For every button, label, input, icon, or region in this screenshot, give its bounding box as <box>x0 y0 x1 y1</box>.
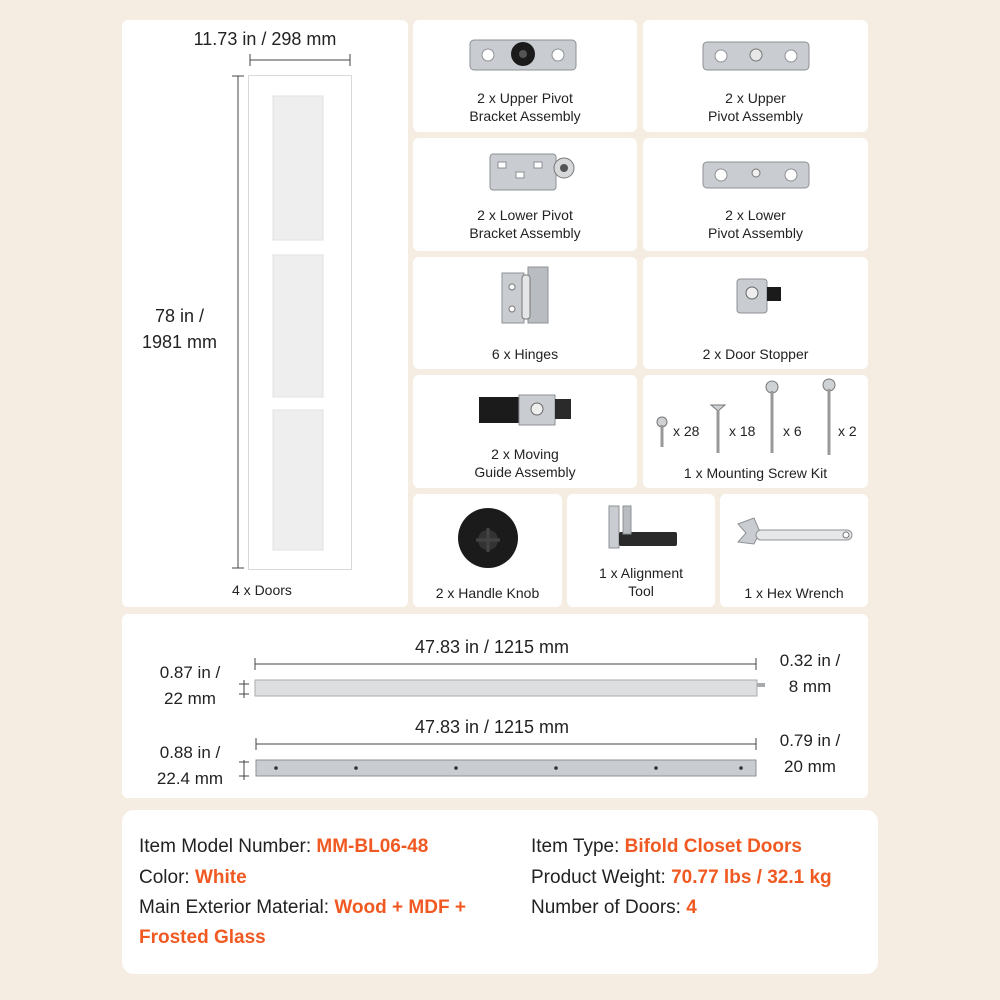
bottom-track-bar <box>256 760 762 778</box>
spec-material <box>139 893 466 923</box>
part-hinges <box>413 257 637 369</box>
spec-material-value-1: Wood + MDF + <box>334 897 466 918</box>
screw-kit-caption: 1 x Mounting Screw Kit <box>683 465 828 481</box>
doors-caption: 4 x Doors <box>232 582 292 598</box>
handle-knob-caption: 2 x Handle Knob <box>435 585 540 601</box>
top-track-height: 0.87 in / 22 mm <box>159 663 221 708</box>
part-screw-kit <box>643 375 868 488</box>
spec-weight-value: 70.77 lbs / 32.1 kg <box>671 867 832 888</box>
upper-pivot-caption: 2 x Upper Pivot Assembly <box>708 90 803 124</box>
spec-model <box>139 832 428 862</box>
doors-panel <box>122 20 408 607</box>
spec-material-value-2: Frosted Glass <box>139 927 266 948</box>
spec-weight <box>531 863 832 893</box>
door-height-label: 78 in / 1981 mm <box>141 306 218 352</box>
spec-color-value: White <box>194 867 247 888</box>
spec-doors-value: 4 <box>686 897 697 918</box>
upper-pivot-bracket-icon <box>468 34 578 76</box>
spec-doors <box>531 893 697 923</box>
spec-material-cont <box>139 923 266 953</box>
upper-pivot-icon <box>701 38 811 74</box>
spec-type-label: Item Type: <box>531 836 620 857</box>
screw-count-4: x 2 <box>838 423 857 439</box>
alignment-tool-icon <box>605 502 685 552</box>
hex-wrench-icon <box>732 516 858 556</box>
top-track-bar <box>255 680 767 696</box>
hex-wrench-caption: 1 x Hex Wrench <box>744 585 844 601</box>
door-stopper-icon <box>733 275 785 319</box>
hinges-caption: 6 x Hinges <box>491 346 559 362</box>
part-upper-pivot <box>643 20 868 132</box>
spec-material-label: Main Exterior Material: <box>139 897 330 918</box>
spec-type <box>531 832 802 862</box>
lower-pivot-icon <box>701 158 811 192</box>
spec-doors-label: Number of Doors: <box>531 897 681 918</box>
part-upper-pivot-bracket <box>413 20 637 132</box>
spec-model-label: Item Model Number: <box>139 836 312 857</box>
part-lower-pivot <box>643 138 868 251</box>
spec-weight-label: Product Weight: <box>531 867 666 888</box>
screw-count-1: x 28 <box>673 423 700 439</box>
lower-pivot-caption: 2 x Lower Pivot Assembly <box>708 207 803 241</box>
part-alignment-tool <box>567 494 715 607</box>
moving-guide-caption: 2 x Moving Guide Assembly <box>474 446 576 480</box>
spec-model-value: MM-BL06-48 <box>316 836 429 857</box>
part-door-stopper <box>643 257 868 369</box>
part-lower-pivot-bracket <box>413 138 637 251</box>
door-width-label: 11.73 in / 298 mm <box>193 29 337 49</box>
upper-pivot-bracket-caption: 2 x Upper Pivot Bracket Assembly <box>469 90 581 124</box>
tracks-panel <box>122 614 868 798</box>
bottom-track-length: 47.83 in / 1215 mm <box>414 717 570 737</box>
screw-large-icon <box>766 381 778 453</box>
handle-knob-icon <box>457 506 519 570</box>
screw-medium-icon <box>711 405 725 453</box>
hinge-icon <box>498 265 554 329</box>
door-stopper-caption: 2 x Door Stopper <box>702 346 809 362</box>
screw-icons <box>643 375 868 465</box>
screw-small-icon <box>657 417 667 447</box>
lower-pivot-bracket-icon <box>488 148 578 198</box>
specs-panel <box>122 810 878 974</box>
door-illustration <box>248 75 352 570</box>
bottom-track-end: 0.79 in / 20 mm <box>779 731 841 776</box>
screw-count-2: x 18 <box>729 423 756 439</box>
top-track-length: 47.83 in / 1215 mm <box>414 637 570 657</box>
screw-xlarge-icon <box>823 379 835 455</box>
part-handle-knob <box>413 494 562 607</box>
alignment-tool-caption: 1 x Alignment Tool <box>598 565 684 599</box>
spec-color <box>139 863 247 893</box>
part-moving-guide <box>413 375 637 488</box>
screw-count-3: x 6 <box>783 423 802 439</box>
part-hex-wrench <box>720 494 868 607</box>
top-track-end: 0.32 in / 8 mm <box>779 651 841 696</box>
spec-color-label: Color: <box>139 867 190 888</box>
lower-pivot-bracket-caption: 2 x Lower Pivot Bracket Assembly <box>469 207 581 241</box>
spec-type-value: Bifold Closet Doors <box>624 836 802 857</box>
moving-guide-icon <box>473 389 583 429</box>
bottom-track-height: 0.88 in / 22.4 mm <box>156 743 224 788</box>
